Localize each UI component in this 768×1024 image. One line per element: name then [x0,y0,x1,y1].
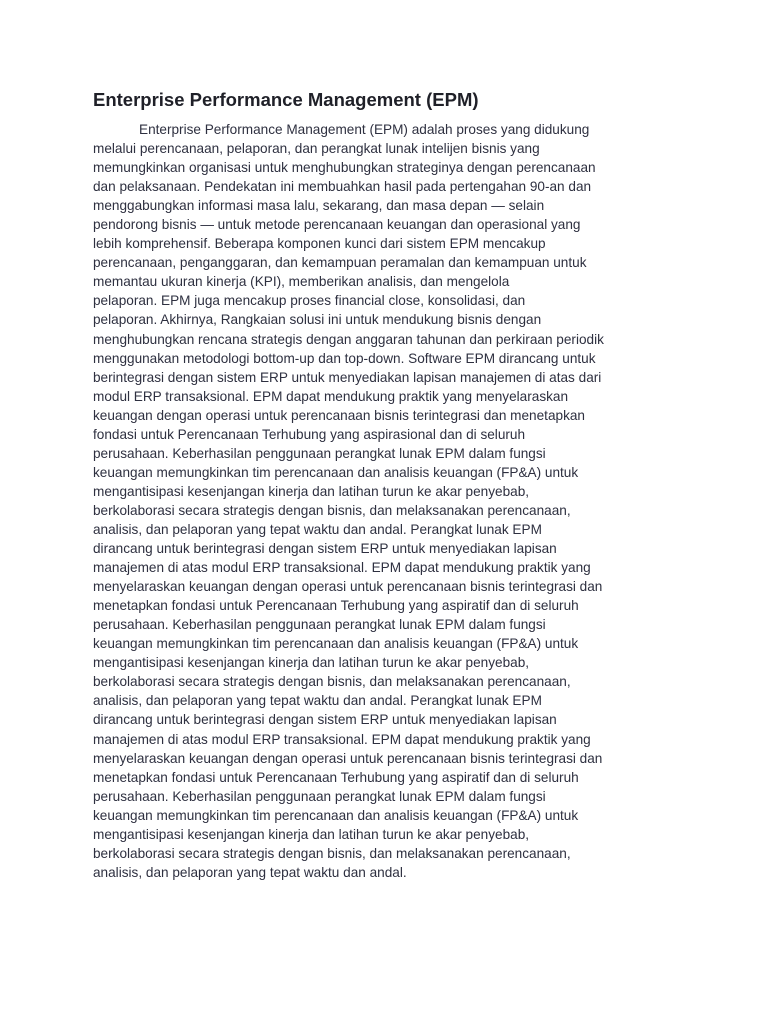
body-line: memungkinkan organisasi untuk menghubungkan strateginya dengan perencanaan [93,160,596,176]
body-line: memantau ukuran kinerja (KPI), memberikan analisis, dan mengelola [93,274,510,290]
body-line: menyelaraskan keuangan dengan operasi untuk perencanaan bisnis terintegrasi dan [93,750,603,766]
body-line: keuangan memungkinkan tim perencanaan dan analisis keuangan (FP&A) untuk [93,807,579,823]
body-line: keuangan memungkinkan tim perencanaan dan analisis keuangan (FP&A) untuk [93,636,579,652]
body-line: menetapkan fondasi untuk Perencanaan Terhubung yang aspiratif dan di seluruh [93,769,579,785]
body-line: berkolaborasi secara strategis dengan bisnis, dan melaksanakan perencanaan, [93,502,571,518]
body-line: pelaporan. Akhirnya, Rangkaian solusi ini untuk mendukung bisnis dengan [93,312,542,328]
body-line: modul ERP transaksional. EPM dapat mendukung praktik yang menyelaraskan [93,388,569,404]
body-line: pelaporan. EPM juga mencakup proses financial close, konsolidasi, dan [93,293,526,309]
body-line: dirancang untuk berintegrasi dengan sistem ERP untuk menyediakan lapisan [93,712,557,728]
body-line [93,120,683,139]
body-line: berintegrasi dengan sistem ERP untuk menyediakan lapisan manajemen di atas dari [93,369,602,385]
body-line: perusahaan. Keberhasilan penggunaan perangkat lunak EPM dalam fungsi [93,445,546,461]
document-body [93,120,683,882]
body-line: menghubungkan rencana strategis dengan anggaran tahunan dan perkiraan periodik [93,331,604,347]
body-line: keuangan dengan operasi untuk perencanaan bisnis terintegrasi dan menetapkan [93,407,585,423]
body-line: melalui perencanaan, pelaporan, dan perangkat lunak intelijen bisnis yang [93,141,540,157]
body-line: perusahaan. Keberhasilan penggunaan perangkat lunak EPM dalam fungsi [93,788,546,804]
body-line: mengantisipasi kesenjangan kinerja dan latihan turun ke akar penyebab, [93,483,530,499]
body-line: analisis, dan pelaporan yang tepat waktu dan andal. Perangkat lunak EPM [93,693,542,709]
body-line: manajemen di atas modul ERP transaksional. EPM dapat mendukung praktik yang [93,731,591,747]
body-line: analisis, dan pelaporan yang tepat waktu dan andal. [93,864,407,880]
body-line: menggunakan metodologi bottom-up dan top-down. Software EPM dirancang untuk [93,350,596,366]
body-line: analisis, dan pelaporan yang tepat waktu dan andal. Perangkat lunak EPM [93,521,542,537]
body-line: berkolaborasi secara strategis dengan bisnis, dan melaksanakan perencanaan, [93,674,571,690]
body-line: menyelaraskan keuangan dengan operasi untuk perencanaan bisnis terintegrasi dan [93,579,603,595]
body-line: mengantisipasi kesenjangan kinerja dan latihan turun ke akar penyebab, [93,826,530,842]
body-line: keuangan memungkinkan tim perencanaan dan analisis keuangan (FP&A) untuk [93,464,579,480]
document-title: Enterprise Performance Management (EPM) [93,89,479,110]
body-line: lebih komprehensif. Beberapa komponen kunci dari sistem EPM mencakup [93,236,546,252]
body-line: dan pelaksanaan. Pendekatan ini membuahkan hasil pada pertengahan 90-an dan [93,179,592,195]
body-line: dirancang untuk berintegrasi dengan sistem ERP untuk menyediakan lapisan [93,541,557,557]
body-line: menggabungkan informasi masa lalu, sekarang, dan masa depan — selain [93,198,545,214]
body-line: menetapkan fondasi untuk Perencanaan Terhubung yang aspiratif dan di seluruh [93,598,579,614]
body-line-text: Enterprise Performance Management (EPM) adalah proses yang didukung [139,122,590,137]
body-line: fondasi untuk Perencanaan Terhubung yang aspirasional dan di seluruh [93,426,526,442]
body-line: perencanaan, penganggaran, dan kemampuan peramalan dan kemampuan untuk [93,255,587,271]
body-line: manajemen di atas modul ERP transaksional. EPM dapat mendukung praktik yang [93,560,591,576]
body-line: mengantisipasi kesenjangan kinerja dan latihan turun ke akar penyebab, [93,655,530,671]
body-line: pendorong bisnis — untuk metode perencanaan keuangan dan operasional yang [93,217,581,233]
body-line: perusahaan. Keberhasilan penggunaan perangkat lunak EPM dalam fungsi [93,617,546,633]
body-line: berkolaborasi secara strategis dengan bisnis, dan melaksanakan perencanaan, [93,845,571,861]
